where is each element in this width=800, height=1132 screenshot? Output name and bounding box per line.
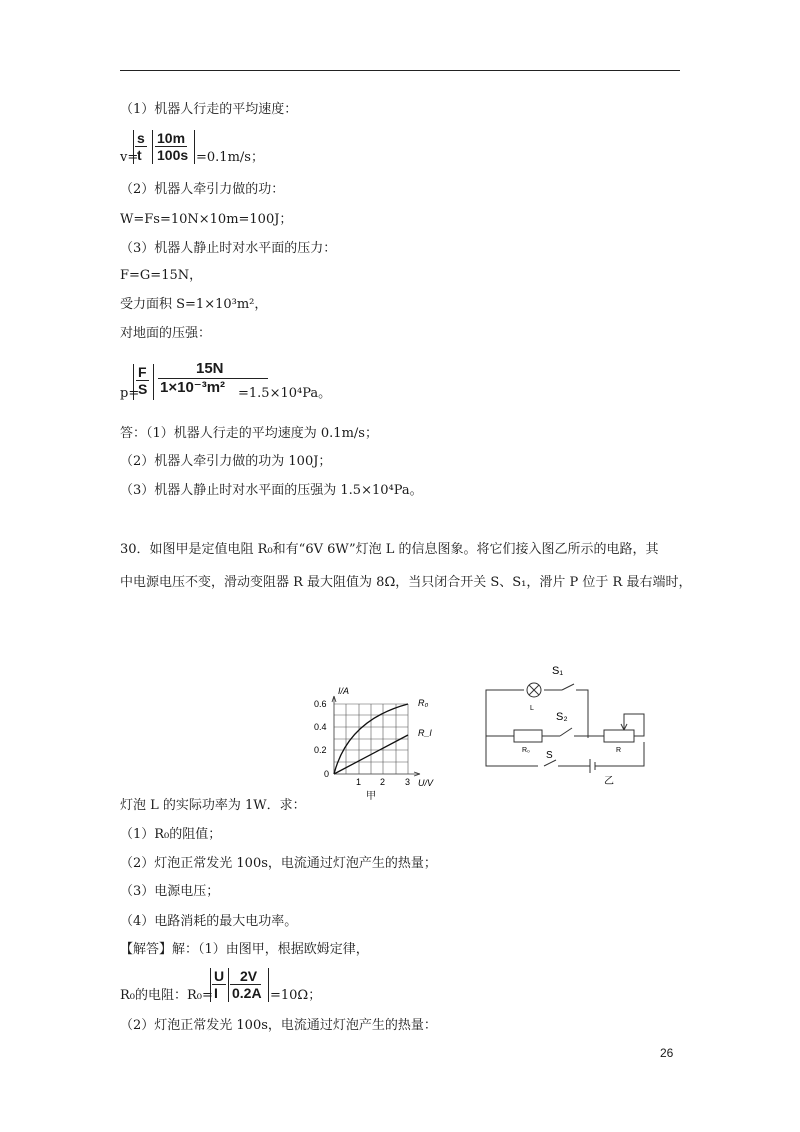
text-line: 对地面的压强： <box>120 326 212 341</box>
x-axis-label: U/V <box>418 778 434 788</box>
graph-caption: 甲 <box>366 791 376 802</box>
text-line: （2）机器人牵引力做的功： <box>120 182 285 197</box>
fraction-r-symbol: $\frac{U}{I}$ <box>214 968 225 1001</box>
text-line: R₀的电阻：R₀= <box>120 988 213 1003</box>
text-line: （2）机器人牵引力做的功为 100J； <box>120 454 332 469</box>
answer-heading: 【解答】解：（1）由图甲，根据欧姆定律， <box>120 942 369 957</box>
x-tick-label: 2 <box>380 777 386 787</box>
question-text: 30．如图甲是定值电阻 R₀和有“6V 6W”灯泡 L 的信息图象。将它们接入图乙所示的电路，其 <box>120 542 659 557</box>
curve-label-l: R_l <box>418 728 432 738</box>
y-axis-label: I/A <box>338 686 350 696</box>
curve-label-r0: R₀ <box>418 698 429 708</box>
fraction-bar <box>194 130 195 164</box>
page-number: 26 <box>660 1046 674 1060</box>
iu-graph <box>308 680 440 802</box>
x-tick-label: 3 <box>405 777 411 787</box>
header-rule <box>120 70 680 71</box>
fraction-bar <box>153 364 154 400</box>
sub-question: （1）R₀的阻值； <box>120 827 222 842</box>
question-text: 中电源电压不变，滑动变阻器 R 最大阻值为 8Ω，当只闭合开关 S、S₁，滑片 P 位于 R 最右端时， <box>120 575 692 590</box>
sub-question: （4）电路消耗的最大电功率。 <box>120 914 298 929</box>
text-line: （1）机器人行走的平均速度： <box>120 102 298 117</box>
text-line: （3）机器人静止时对水平面的压强为 1.5×10⁴Pa。 <box>120 483 423 498</box>
switch-s-label: S <box>546 750 553 761</box>
question-text: 灯泡 L 的实际功率为 1W．求： <box>120 798 306 813</box>
fraction-v-value: $\frac{10m}{100s}$ <box>157 130 189 163</box>
fraction-p-symbol: $\frac{F}{S}$ <box>138 364 148 397</box>
fraction-p-value: $\frac{15N}{\text{1×10⁻³m²}}$ <box>158 360 268 397</box>
text-line: v= <box>120 150 139 165</box>
sub-question: （3）电源电压； <box>120 884 220 899</box>
text-line: W=Fs=10N×10m=100J； <box>120 212 293 227</box>
text-line: （2）灯泡正常发光 100s，电流通过灯泡产生的热量： <box>120 1018 437 1033</box>
text-line: p= <box>120 386 140 401</box>
fraction-bar <box>228 968 229 1002</box>
text-line: 受力面积 S=1×10³m²， <box>120 297 268 312</box>
fraction-r-value: $\frac{2V}{0.2A}$ <box>232 968 262 1001</box>
sub-question: （2）灯泡正常发光 100s，电流通过灯泡产生的热量； <box>120 856 437 871</box>
y-tick-label: 0.4 <box>314 722 327 732</box>
text-line: （3）机器人静止时对水平面的压力： <box>120 241 337 256</box>
r0-label: R₀ <box>522 747 530 754</box>
circuit-caption: 乙 <box>604 776 614 787</box>
text-line: =0.1m/s； <box>196 150 264 165</box>
switch-s1-label: S₁ <box>552 665 564 677</box>
text-line: =1.5×10⁴Pa。 <box>238 386 332 401</box>
text-line: 答：（1）机器人行走的平均速度为 0.1m/s； <box>120 426 378 441</box>
y-tick-label: 0.6 <box>314 699 327 709</box>
text-line: F=G=15N， <box>120 268 203 283</box>
fraction-bar <box>268 968 269 1002</box>
switch-s2-label: S₂ <box>556 711 568 723</box>
rheostat-label: R <box>616 747 622 754</box>
y-tick-label: 0.2 <box>314 745 327 755</box>
circuit-diagram <box>478 660 658 800</box>
x-tick-label: 1 <box>356 777 362 787</box>
text-line: =10Ω； <box>270 988 322 1003</box>
fraction-bar <box>152 130 153 164</box>
y-tick-label: 0 <box>324 769 330 779</box>
lamp-label: L <box>530 705 534 712</box>
fraction-v-symbol: $\frac{s}{t}$ <box>137 130 145 163</box>
